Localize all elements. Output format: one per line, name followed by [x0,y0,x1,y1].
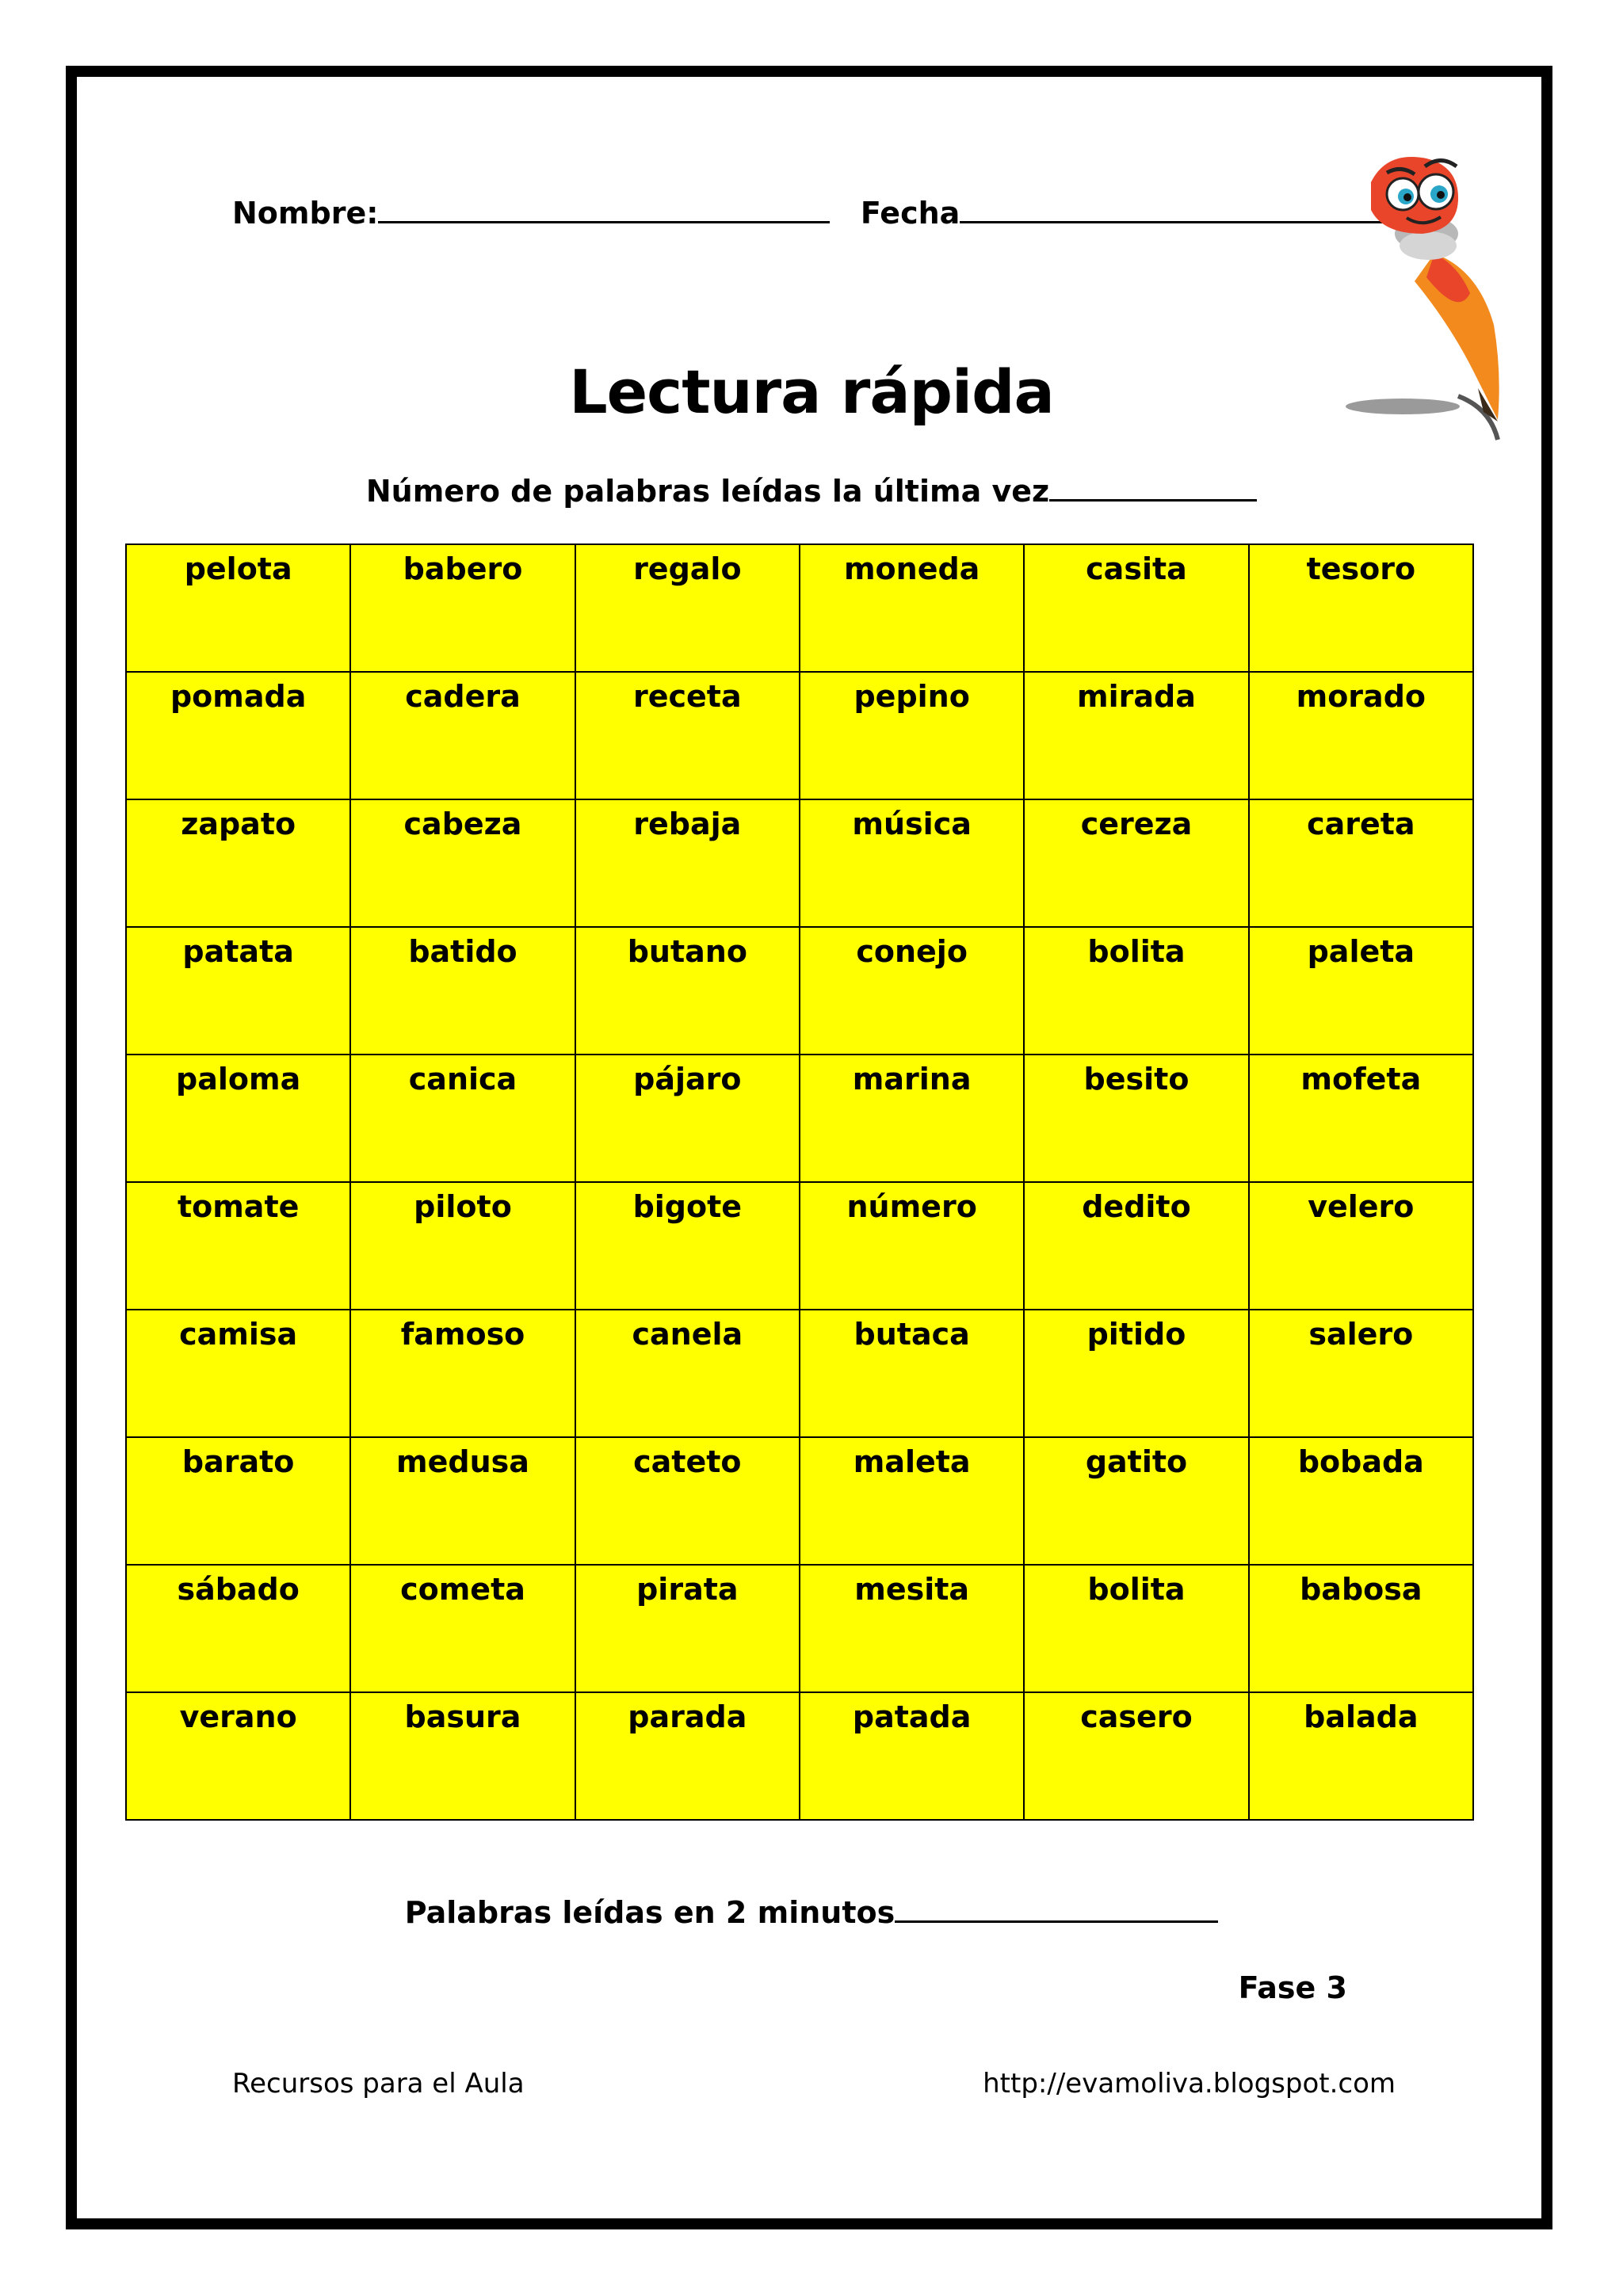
word-cell: barato [126,1437,350,1565]
word-cell: gatito [1024,1437,1248,1565]
word-cell: conejo [800,927,1024,1055]
word-cell: casita [1024,544,1248,672]
previous-count-blank-line[interactable] [1049,472,1257,502]
word-cell: mofeta [1249,1055,1473,1182]
word-cell: pájaro [575,1055,800,1182]
word-cell: casero [1024,1692,1248,1820]
word-row [126,799,1473,927]
name-blank-line[interactable] [378,194,830,223]
word-cell: tomate [126,1182,350,1310]
date-label: Fecha [860,196,960,231]
footer-url: http://evamoliva.blogspot.com [983,2068,1396,2100]
word-cell: pitido [1024,1310,1248,1437]
word-cell: receta [575,672,800,799]
word-cell: careta [1249,799,1473,927]
word-cell: verano [126,1692,350,1820]
word-cell: pelota [126,544,350,672]
word-cell: babero [350,544,575,672]
word-cell: batido [350,927,575,1055]
word-row [126,1310,1473,1437]
word-row [126,927,1473,1055]
word-cell: balada [1249,1692,1473,1820]
word-cell: basura [350,1692,575,1820]
word-cell: pepino [800,672,1024,799]
word-cell: dedito [1024,1182,1248,1310]
word-cell: música [800,799,1024,927]
word-cell: cadera [350,672,575,799]
word-cell: butaca [800,1310,1024,1437]
word-cell: marina [800,1055,1024,1182]
word-row [126,1565,1473,1692]
word-cell: patata [126,927,350,1055]
name-label: Nombre: [232,196,379,231]
header-fields [232,194,1334,242]
word-cell: velero [1249,1182,1473,1310]
word-cell: moneda [800,544,1024,672]
word-cell: número [800,1182,1024,1310]
word-cell: mirada [1024,672,1248,799]
word-grid [125,543,1474,1821]
word-row [126,1692,1473,1820]
word-cell: maleta [800,1437,1024,1565]
word-cell: bigote [575,1182,800,1310]
previous-count-label: Número de palabras leídas la última vez [365,474,1050,509]
word-cell: famoso [350,1310,575,1437]
word-cell: cabeza [350,799,575,927]
word-cell: pomada [126,672,350,799]
read-count-label: Palabras leídas en 2 minutos [404,1895,896,1930]
previous-count-field [0,472,1623,509]
word-row [126,1055,1473,1182]
word-cell: rebaja [575,799,800,927]
word-cell: besito [1024,1055,1248,1182]
word-cell: babosa [1249,1565,1473,1692]
date-blank-line[interactable] [960,194,1384,223]
footer-source: Recursos para el Aula [232,2068,525,2100]
word-cell: morado [1249,672,1473,799]
read-count-blank-line[interactable] [895,1894,1218,1923]
word-cell: regalo [575,544,800,672]
word-row [126,1437,1473,1565]
word-cell: sábado [126,1565,350,1692]
word-cell: bobada [1249,1437,1473,1565]
word-cell: bolita [1024,927,1248,1055]
word-row [126,1182,1473,1310]
word-cell: cateto [575,1437,800,1565]
word-cell: canica [350,1055,575,1182]
word-cell: parada [575,1692,800,1820]
word-cell: mesita [800,1565,1024,1692]
read-count-field [0,1894,1623,1930]
word-cell: piloto [350,1182,575,1310]
word-cell: camisa [126,1310,350,1437]
word-cell: cereza [1024,799,1248,927]
word-cell: pirata [575,1565,800,1692]
word-cell: paloma [126,1055,350,1182]
word-cell: medusa [350,1437,575,1565]
word-cell: salero [1249,1310,1473,1437]
phase-label: Fase 3 [1238,1970,1347,2005]
word-row [126,672,1473,799]
page-title: Lectura rápida [569,357,1054,427]
word-cell: butano [575,927,800,1055]
word-cell: canela [575,1310,800,1437]
word-cell: tesoro [1249,544,1473,672]
word-cell: zapato [126,799,350,927]
word-cell: cometa [350,1565,575,1692]
word-cell: bolita [1024,1565,1248,1692]
word-row [126,544,1473,672]
word-cell: patada [800,1692,1024,1820]
word-cell: paleta [1249,927,1473,1055]
